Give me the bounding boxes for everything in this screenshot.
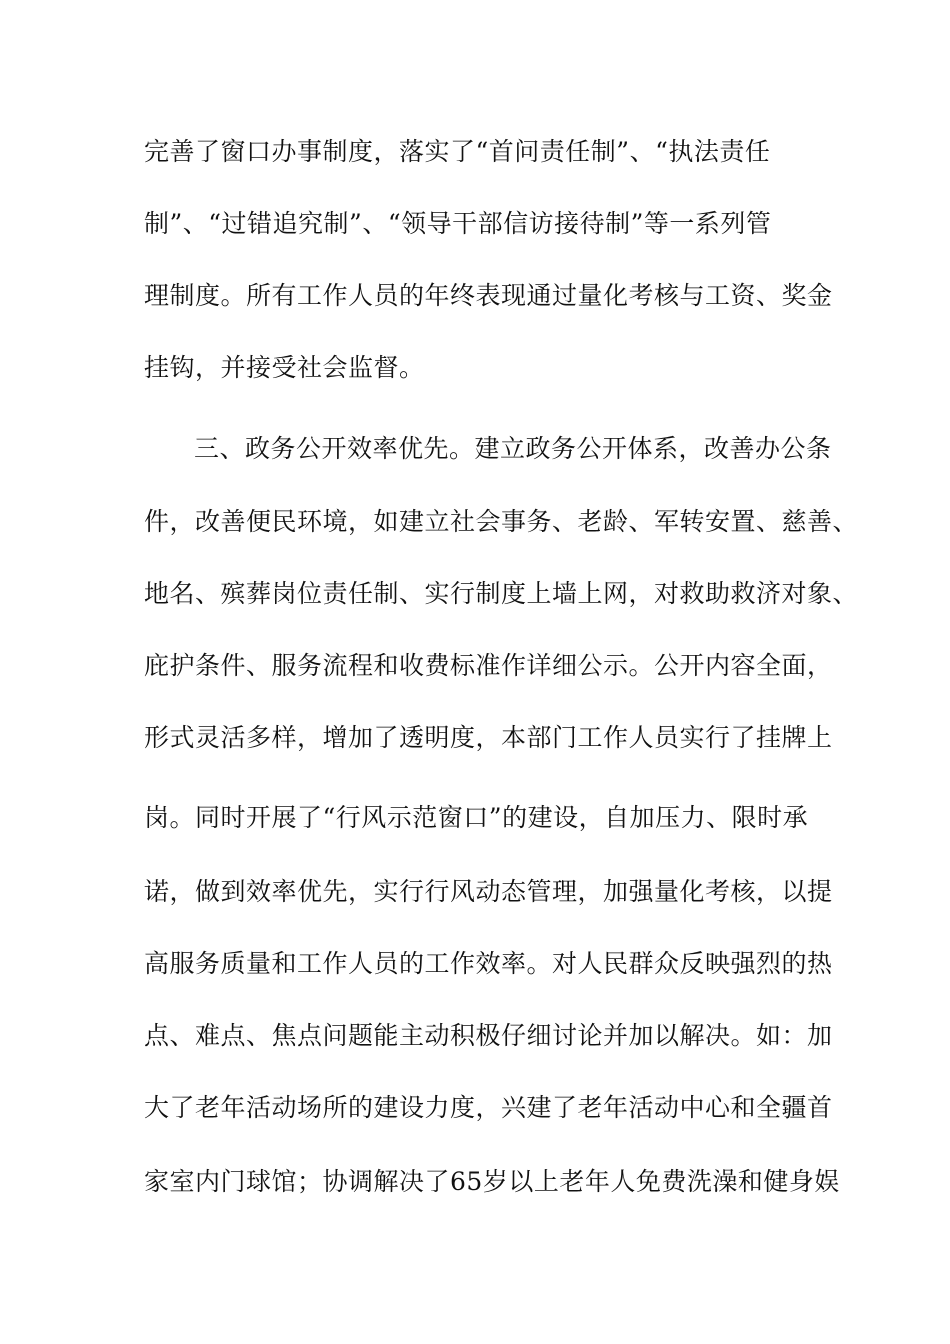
text-line-10: 岗。同时开展了“行风示范窗口”的建设，自加压力、限时承 [144,803,809,832]
text-line-11: 诺，做到效率优先，实行行风动态管理，加强量化考核，以提 [144,877,833,906]
text-line-13: 点、难点、焦点问题能主动积极仔细讨论并加以解决。如：加 [144,1021,833,1050]
paragraph-3-first-line: 三、政务公开效率优先。建立政务公开体系，改善办公条 [194,434,832,463]
text-line-12: 高服务质量和工作人员的工作效率。对人民群众反映强烈的热 [144,949,833,978]
text-line-8: 庇护条件、服务流程和收费标准作详细公示。公开内容全面， [144,651,833,680]
text-line-4: 挂钩，并接受社会监督。 [144,353,425,382]
text-line-1: 完善了窗口办事制度，落实了“首问责任制”、“执法责任 [144,137,771,166]
text-line-7: 地名、殡葬岗位责任制、实行制度上墙上网，对救助救济对象、 [144,579,859,608]
text-line-9: 形式灵活多样，增加了透明度，本部门工作人员实行了挂牌上 [144,723,833,752]
text-line-6: 件，改善便民环境，如建立社会事务、老龄、军转安置、慈善、 [144,507,859,536]
text-line-3: 理制度。所有工作人员的年终表现通过量化考核与工资、奖金 [144,281,833,310]
text-line-2: 制”、“过错追究制”、“领导干部信访接待制”等一系列管 [144,209,772,238]
text-line-15: 家室内门球馆；协调解决了65岁以上老年人免费洗澡和健身娱 [144,1167,840,1196]
text-line-14: 大了老年活动场所的建设力度，兴建了老年活动中心和全疆首 [144,1093,833,1122]
